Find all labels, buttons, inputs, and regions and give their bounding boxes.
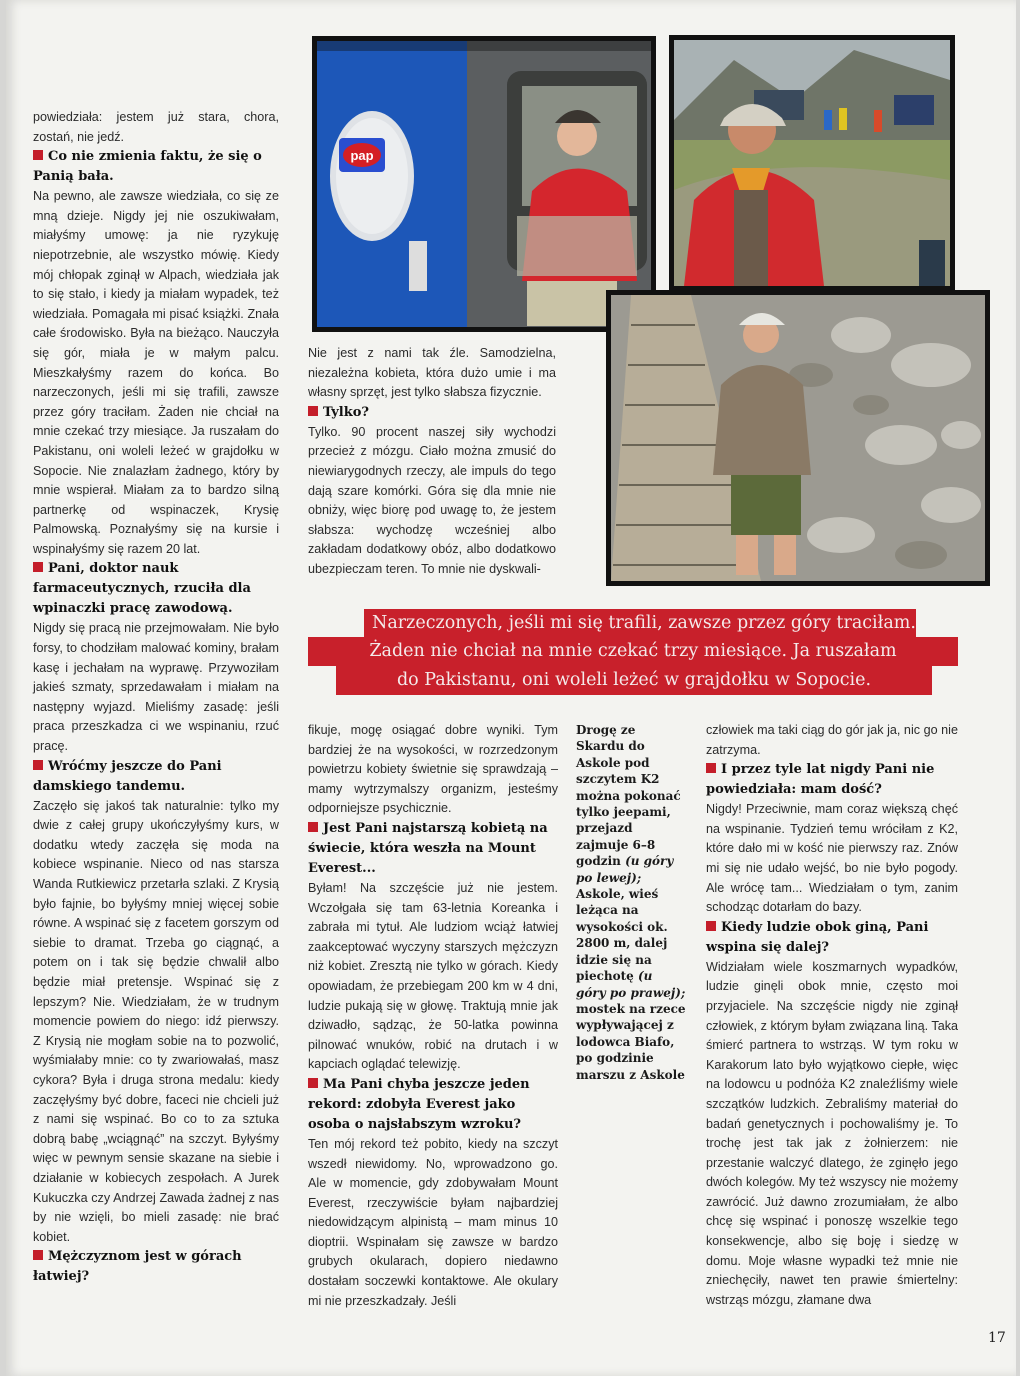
square-bullet-icon bbox=[308, 822, 318, 832]
col2b-question-1 bbox=[308, 819, 558, 879]
camp-photo-image bbox=[674, 40, 950, 286]
col1-para-4: Zaczęło się jakoś tak naturalnie: tylko my dwie z całej grupy ukończyłyśmy kurs, w dodatku wtedy zaczęła się moda na kobiece wspinanie. Nieco od nas starsza Wanda Rutkiewicz przetarła szlaki. Z Krysią było fajnie, bo byłyśmy mniej więcej sobie równe. A wspinać się z facetem gorszym od siebie to dramat. Trzeba go ciągnąć, a potem on i tak się będzie chwalił albo będzie miał pretensje. Wspinać się z lepszym? Nie. Wiedziałam, że w trudnym momencie powiem do niego: idź pierwszy. Z Krysią nie mogłam sobie na to pozwolić, wyśmiałaby mnie: co ty zwariowałaś, masz cykora? Była i druga strona medalu: kiedy zaczęłyśmy być dobre, faceci nie chcieli już z nami się wspinać. Bo co to za sztuka dobrą babę „wciągnąć” na szczyt. Byłyśmy więc w pewnym sensie skazane na siebie i działanie w kobiecych zespołach. A Jurek Kukuczka czy Andrzej Zawada żadnej z nas by nie wzięli, bo mieli zasadę: nie brać kobiet. bbox=[33, 798, 279, 1244]
bridge-photo-image bbox=[611, 295, 985, 581]
column-2-bottom bbox=[308, 721, 558, 1311]
col1-para-2: Na pewno, ale zawsze wiedziała, co się ze mną dzieje. Nigdy jej nie oszukiwałam, miałyśmy umowę: ja nie ryzykuję niepotrzebnie, ale wszystko mówię. Kiedy mój chłopak zginął w Alpach, wiedziała jak to się stało, i kiedy ja miałam wypadek, też wiedziała. Pomagała mi pisać książki. Znała całe środowisko. Była na bieżąco. Nauczyła się gór, miała je w małym palcu. Mieszkałyśmy razem do końca. Bo narzeczonych, jeśli mi się trafili, zawsze przez góry traciłam. Żaden nie chciał na mnie czekać trzy miesiące. Ja ruszałam do Pakistanu, oni woleli leżeć w grajdołku w Sopocie. Nie znalazłam żadnego, który by mnie wspierał. Miałam za to bardzo silną partnerkę od wspinaczek, Krysię Palmowską. Poznałyśmy się na kursie i wspinałyśmy się razem 20 lat. bbox=[33, 189, 279, 556]
svg-text:pap: pap bbox=[350, 148, 374, 163]
col1-para-3: Nigdy się pracą nie przejmowałam. Nie było forsy, to chodziłam malować kominy, brałam kasę i jechałam na wyprawę. Przywoziłam jakieś szmaty, sprzedawałam i miałam na następny wyjazd. Mieliśmy zasadę: jeśli praca przeszkadza ci we wspinaniu, rzuć pracę. bbox=[33, 621, 279, 754]
caption-part-2: (u góry po lewej); bbox=[576, 854, 674, 885]
col4-question-1 bbox=[706, 760, 958, 800]
col2-question-1 bbox=[308, 403, 556, 423]
col2b-para-1: fikuje, mogę osiągać dobre wyniki. Tym bardziej że na wysokości, w rozrzedzonym powietrzu kobiety świetnie się sprawdzają – mamy wytrzymalszy organizm, jesteśmy odporniejsze psychicznie. bbox=[308, 723, 558, 816]
question-text: Co nie zmienia faktu, że się o Panią bała. bbox=[33, 149, 262, 185]
col1-question-1 bbox=[33, 147, 279, 187]
photo-truck bbox=[312, 36, 656, 332]
col1-para-1: powiedziała: jestem już stara, chora, zostań, nie jedź. bbox=[33, 110, 279, 144]
column-4 bbox=[706, 721, 958, 1310]
col2-para-1: Nie jest z nami tak źle. Samodzielna, niezależna kobieta, która dużo umie i ma własny sprzęt, jest tylko słabsza fizycznie. bbox=[308, 346, 556, 400]
square-bullet-icon bbox=[33, 760, 43, 770]
question-text: Wróćmy jeszcze do Pani damskiego tandemu. bbox=[33, 758, 222, 794]
square-bullet-icon bbox=[33, 562, 43, 572]
pull-quote-line-1: Narzeczonych, jeśli mi się trafili, zawsze przez góry traciłam. bbox=[364, 609, 916, 638]
question-text: Jest Pani najstarszą kobietą na świecie, która weszła na Mount Everest... bbox=[308, 820, 548, 876]
col4-para-2: Nigdy! Przeciwnie, mam coraz większą chęć na wspinanie. Tydzień temu wróciłam z K2, które dało mi w kość nie pierwszy raz. Znów mi się nie udało wejść, bo nie było pogody. Ale wrócę tam... Wiedziałam o tym, zanim schodząc dotarłam do bazy. bbox=[706, 802, 958, 915]
square-bullet-icon bbox=[308, 406, 318, 416]
question-text: Mężczyznom jest w górach łatwiej? bbox=[33, 1249, 242, 1285]
col2b-question-2 bbox=[308, 1075, 558, 1135]
question-text: Pani, doktor nauk farmaceutycznych, rzuciła dla wpinaczki pracę zawodową. bbox=[33, 561, 251, 617]
question-text: Kiedy ludzie obok giną, Pani wspina się dalej? bbox=[706, 919, 929, 955]
caption-part-3: Askole, wieś leżąca na wysokości ok. 2800 m, dalej idzie się na piechotę bbox=[576, 887, 668, 984]
col4-question-2 bbox=[706, 918, 958, 958]
question-text: Tylko? bbox=[323, 404, 370, 420]
col4-para-3: Widziałam wiele koszmarnych wypadków, ludzie ginęli obok mnie, często moi przyjaciele. Na szczęście nigdy nie zginął człowiek, z którym byłam związana liną. Taka śmierć partnera to wstrząs. W tym roku w Karakorum lato było wyjątkowo ciepłe, więc na lodowcu u podnóża K2 znaleźliśmy wiele szczątków ludzkich. Zebraliśmy materiał do badań genetycznych i pochowaliśmy je. To trochę jest tak jak z żołnierzem: nie przestanie walczyć dlatego, że zginęło jego dwóch kolegów. My też wszyscy nie możemy zawrócić. Już dawno zrozumiałam, że albo chcę się wspinać i ponoszę wszelkie tego konsekwencje, albo się boję i siedzę w domu. Moje własne wypadki też mnie nie zniechęciły, nawet ten prawie śmiertelny: wstrząs mózgu, złamane dwa bbox=[706, 959, 958, 1307]
square-bullet-icon bbox=[308, 1078, 318, 1088]
col1-question-3 bbox=[33, 757, 279, 797]
caption-part-5: mostek na rzece wypływającej z lodowca Biafo, po godzinie marszu z Askole bbox=[576, 1001, 686, 1082]
photo-caption bbox=[576, 722, 686, 1083]
col2-para-2: Tylko. 90 procent naszej siły wychodzi przecież z mózgu. Ciało można zmusić do niewiarygodnych rzeczy, ale impuls do tego dają szare komórki. Góra się dla mnie nie obniży, więc biorę pod uwagę to, że jestem słabsza: wychodzę wcześniej albo zakładam dodatkowy obóz, albo dodatkowo ubezpieczam teren. To mnie nie dyskwali- bbox=[308, 424, 556, 576]
square-bullet-icon bbox=[706, 763, 716, 773]
column-1 bbox=[33, 108, 279, 1287]
col1-question-4 bbox=[33, 1247, 279, 1287]
photo-bridge bbox=[606, 290, 990, 586]
col2b-para-2: Byłam! Na szczęście już nie jestem. Wczołgała się tam 63-letnia Koreanka i zabrała mi tytuł. Ale ludziom wciąż łatwiej zaakceptować wyczyny starszych mężczyzn niż kobiet. Zresztą nie tylko w górach. Kiedy opowiadam, że przebiegam 200 km w 4 dni, ludzie pukają się w głowę. Traktują mnie jak dziwadło, sądząc, że 50-latka powinna pilnować wnuków, robić na drutach i w kapciach oglądać telewizję. bbox=[308, 880, 558, 1072]
page-number: 17 bbox=[988, 1330, 1006, 1346]
pull-quote-line-3: do Pakistanu, oni woleli leżeć w grajdołku w Sopocie. bbox=[336, 666, 932, 695]
caption-part-4: (u góry po prawej); bbox=[576, 969, 686, 1000]
square-bullet-icon bbox=[33, 150, 43, 160]
question-text: I przez tyle lat nigdy Pani nie powiedziała: mam dość? bbox=[706, 762, 935, 798]
col2b-para-3: Ten mój rekord też pobito, kiedy na szczyt wszedł niewidomy. No, wprowadzono go. Ale w momencie, gdy zdobywałam Mount Everest, rzeczywiście byłam najbardziej niedowidzącym alpinistą – mam minus 10 dioptrii. Wspinałam się zawsze w bardzo grubych okularach, dopiero niedawno dostałam soczewki kontaktowe. Ale okulary mi nie przeszkadzały. Jeśli bbox=[308, 1136, 558, 1308]
square-bullet-icon bbox=[706, 921, 716, 931]
col1-question-2 bbox=[33, 559, 279, 619]
square-bullet-icon bbox=[33, 1250, 43, 1260]
magazine-page bbox=[6, 0, 1016, 1376]
pull-quote bbox=[308, 609, 958, 697]
question-text: Ma Pani chyba jeszcze jeden rekord: zdobyła Everest jako osoba o najsłabszym wzroku? bbox=[308, 1076, 530, 1132]
caption-part-1: Drogę ze Skardu do Askole pod szczytem K2 można pokonać tylko jeepami, przejazd zajmuje 6–8 godzin bbox=[576, 723, 681, 869]
truck-photo-image bbox=[317, 41, 651, 327]
col4-para-1: człowiek ma taki ciąg do gór jak ja, nic go nie zatrzyma. bbox=[706, 723, 958, 757]
column-2-top bbox=[308, 344, 556, 580]
pull-quote-line-2: Żaden nie chciał na mnie czekać trzy miesiące. Ja ruszałam bbox=[308, 637, 958, 666]
photo-man-camp bbox=[669, 35, 955, 291]
